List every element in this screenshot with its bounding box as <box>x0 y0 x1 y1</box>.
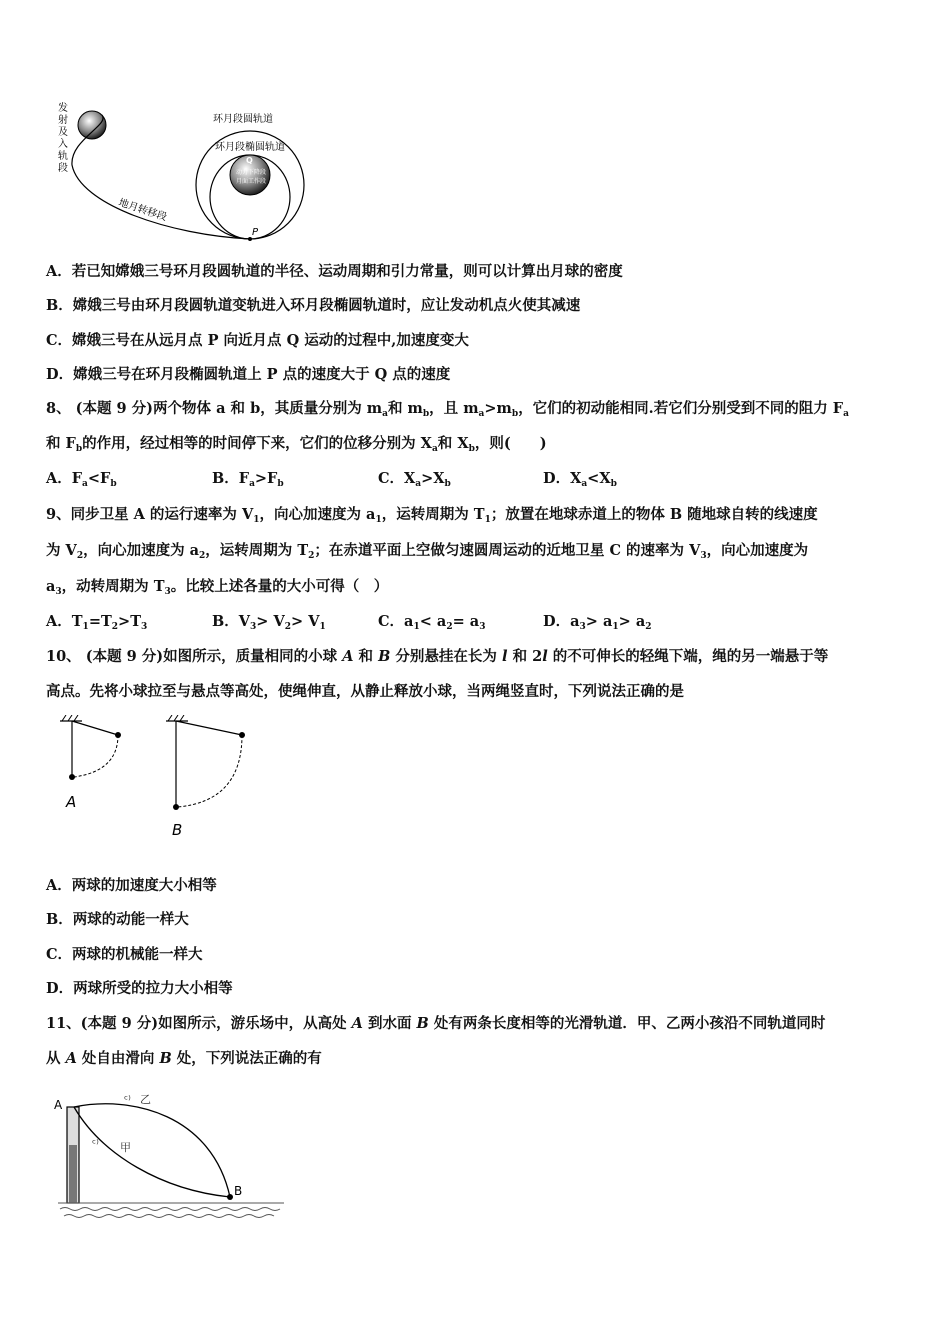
launch-label <box>58 101 68 174</box>
q9-option-c: C．$a_1< a_2= a_3$ <box>378 613 486 632</box>
slide-diagram <box>52 1085 292 1225</box>
q7-option-a: A．若已知嫦娥三号环月段圆轨道的半径、运动周期和引力常量，则可以计算出月球的密度 <box>46 263 623 280</box>
orbit-diagram <box>50 95 310 245</box>
q7-option-d: D．嫦娥三号在环月段椭圆轨道上 P 点的速度大于 Q 点的速度 <box>46 366 451 383</box>
q10-option-b: B．两球的动能一样大 <box>46 911 189 928</box>
pendulum-b <box>166 715 245 839</box>
q9-option-a: A．$T_1=T_2>T_3$ <box>46 613 148 632</box>
q8-option-c: C．$X_a>X_b$ <box>378 470 451 489</box>
water-surface <box>58 1203 284 1218</box>
q8-option-d: D．$X_a<X_b$ <box>543 470 617 489</box>
moon-label-1: 动力下降段 <box>236 169 267 176</box>
q10-line-1: 10、 (本题 9 分)如图所示，质量相同的小球 A 和 B 分别悬挂在长为 l 和 2l 的不可伸长的轻绳下端，绳的另一端悬于等 <box>46 648 829 665</box>
pendulum-diagram <box>50 715 260 845</box>
q8-option-b: B．$F_a>F_b$ <box>212 470 284 489</box>
svg-text:甲: 甲 <box>120 1141 131 1154</box>
q10-option-c: C．两球的机械能一样大 <box>46 946 203 963</box>
svg-text:入: 入 <box>58 139 68 150</box>
moon-label-2: 月面工作段 <box>236 178 267 185</box>
ellipse-orbit-label: 环月段椭圆轨道 <box>215 142 285 153</box>
track-yi <box>74 1104 230 1197</box>
svg-text:ᶜ⁾: ᶜ⁾ <box>124 1093 131 1106</box>
q9-line-3: $a_3$，动转周期为 $T_3$。比较上述各量的大小可得（ ） <box>46 578 389 597</box>
q9-option-b: B．$V_3> V_2> V_1$ <box>212 613 326 632</box>
svg-text:B: B <box>234 1184 243 1198</box>
q11-line-1: 11、(本题 9 分)如图所示，游乐场中，从高处 A 到水面 B 处有两条长度相等的光滑轨道．甲、乙两小孩沿不同轨道同时 <box>46 1015 826 1032</box>
q-label: Q <box>246 156 253 165</box>
q7-option-b: B．嫦娥三号由环月段圆轨道变轨进入环月段椭圆轨道时，应让发动机点火使其减速 <box>46 297 581 314</box>
svg-text:A: A <box>54 1098 63 1112</box>
q9-option-d: D．$a_3> a_1> a_2$ <box>543 613 652 632</box>
track-jia <box>74 1107 230 1197</box>
svg-text:发: 发 <box>58 103 68 114</box>
svg-text:及: 及 <box>58 127 68 138</box>
svg-text:射: 射 <box>58 115 68 126</box>
svg-text:乙: 乙 <box>140 1093 151 1106</box>
pendulum-a <box>60 715 121 811</box>
svg-text:轨: 轨 <box>58 151 68 162</box>
q9-line-1: 9、同步卫星 A 的运行速率为 $V_1$，向心加速度为 $a_1$，运转周期为 $T_1$；放置在地球赤道上的物体 B 随地球自转的线速度 <box>46 506 818 525</box>
q10-option-d: D．两球所受的拉力大小相等 <box>46 980 233 997</box>
q8-line-1: 8、 (本题 9 分)两个物体 a 和 b，其质量分别为 $m_a$和 $m_b$，且 $m_a>m_b$，它们的初动能相同.若它们分别受到不同的阻力 $F_a$ <box>46 400 849 419</box>
q10-option-a: A．两球的加速度大小相等 <box>46 877 217 894</box>
q9-line-2: 为 $V_2$，向心加速度为 $a_2$，运转周期为 $T_2$；在赤道平面上空做匀速圆周运动的近地卫星 C 的速率为 $V_3$，向心加速度为 <box>46 542 809 561</box>
q11-line-2: 从 A 处自由滑向 B 处，下列说法正确的有 <box>46 1050 322 1067</box>
transfer-label: 地月转移段 <box>117 197 169 224</box>
p-label: P <box>252 227 259 238</box>
q8-option-a: A．$F_a<F_b$ <box>46 470 117 489</box>
q10-line-2: 高点。先将小球拉至与悬点等高处，使绳伸直，从静止释放小球，当两绳竖直时，下列说法正确的是 <box>46 683 684 700</box>
svg-text:段: 段 <box>58 163 68 174</box>
svg-text:ᶜ⁾: ᶜ⁾ <box>92 1137 99 1150</box>
svg-text:A: A <box>66 793 77 811</box>
q7-option-c: C．嫦娥三号在从远月点 P 向近月点 Q 运动的过程中,加速度变大 <box>46 332 469 349</box>
svg-text:B: B <box>172 821 183 839</box>
circle-orbit-label: 环月段圆轨道 <box>213 114 273 125</box>
q8-line-2: 和 $F_b$的作用，经过相等的时间停下来，它们的位移分别为 $X_a$和 $X_b$，则( ) <box>46 435 547 454</box>
